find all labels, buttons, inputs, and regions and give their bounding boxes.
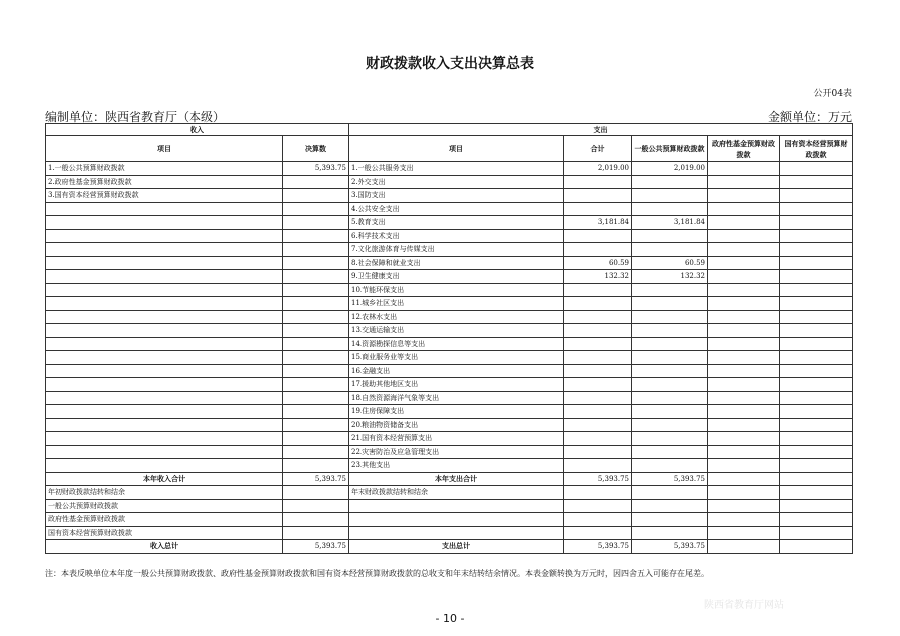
footnote: 注：本表反映单位本年度一般公共预算财政拨款、政府性基金预算财政拨款和国有资本经营预算财政拨款的总收支和年末结转结余情况。本表金额转换为万元时，因四舍五入可能存在尾差。 (45, 569, 709, 578)
table-row (46, 459, 853, 473)
general-budget-amount (632, 405, 708, 419)
income-amount (283, 337, 349, 351)
table-row (46, 486, 853, 500)
gov-fund-amount (708, 337, 780, 351)
state-capital-amount (780, 405, 853, 419)
gov-fund-amount (708, 256, 780, 270)
income-amount (283, 229, 349, 243)
table-row (46, 378, 853, 392)
expense-item: 13.交通运输支出 (349, 324, 564, 338)
table-row (46, 202, 853, 216)
income-item: 2.政府性基金预算财政拨款 (46, 175, 283, 189)
income-item (46, 229, 283, 243)
income-item: 一般公共预算财政拨款 (46, 499, 283, 513)
gov-fund-amount (708, 175, 780, 189)
gov-fund-amount (708, 162, 780, 176)
expense-item: 4.公共安全支出 (349, 202, 564, 216)
expense-total (564, 175, 632, 189)
state-capital-amount (780, 243, 853, 257)
state-capital-amount (780, 432, 853, 446)
general-budget-amount: 5,393.75 (632, 472, 708, 486)
expense-total (564, 405, 632, 419)
income-item: 国有资本经营预算财政拨款 (46, 526, 283, 540)
expense-total (564, 351, 632, 365)
expense-total (564, 202, 632, 216)
gov-fund-amount (708, 445, 780, 459)
page-number: - 10 - (435, 612, 465, 625)
gov-fund-amount (708, 364, 780, 378)
income-item (46, 243, 283, 257)
general-budget-header: 一般公共预算财政拨款 (632, 136, 708, 162)
income-amount: 5,393.75 (283, 162, 349, 176)
general-budget-amount: 2,019.00 (632, 162, 708, 176)
expense-item: 19.住房保障支出 (349, 405, 564, 419)
expense-total (564, 513, 632, 527)
gov-fund-amount (708, 513, 780, 527)
expense-item (349, 499, 564, 513)
income-item (46, 432, 283, 446)
general-budget-amount (632, 391, 708, 405)
expense-total: 60.59 (564, 256, 632, 270)
expense-item: 16.金融支出 (349, 364, 564, 378)
income-item (46, 297, 283, 311)
general-budget-amount (632, 283, 708, 297)
expense-item: 23.其他支出 (349, 459, 564, 473)
income-item (46, 310, 283, 324)
expense-total (564, 324, 632, 338)
general-budget-amount (632, 310, 708, 324)
expense-total (564, 243, 632, 257)
state-capital-amount (780, 283, 853, 297)
general-budget-amount: 5,393.75 (632, 540, 708, 554)
expense-item: 17.援助其他地区支出 (349, 378, 564, 392)
expense-total (564, 445, 632, 459)
expense-item (349, 526, 564, 540)
general-budget-amount (632, 418, 708, 432)
expense-item: 15.商业服务业等支出 (349, 351, 564, 365)
general-budget-amount (632, 229, 708, 243)
income-item (46, 445, 283, 459)
form-number: 公开04表 (813, 89, 852, 99)
gov-fund-amount (708, 202, 780, 216)
income-item: 收入总计 (46, 540, 283, 554)
income-amount (283, 351, 349, 365)
income-amount (283, 216, 349, 230)
income-item (46, 391, 283, 405)
table-row (46, 405, 853, 419)
table-row (46, 162, 853, 176)
expense-total (564, 391, 632, 405)
expense-item-header: 项目 (349, 136, 564, 162)
expense-total: 2,019.00 (564, 162, 632, 176)
income-amount (283, 432, 349, 446)
expense-item: 7.文化旅游体育与传媒支出 (349, 243, 564, 257)
gov-fund-amount (708, 270, 780, 284)
expense-total (564, 459, 632, 473)
gov-fund-amount (708, 283, 780, 297)
table-row (46, 310, 853, 324)
general-budget-amount (632, 513, 708, 527)
state-capital-amount (780, 324, 853, 338)
income-amount (283, 324, 349, 338)
expense-item: 2.外交支出 (349, 175, 564, 189)
state-capital-amount (780, 256, 853, 270)
table-row (46, 270, 853, 284)
general-budget-amount (632, 486, 708, 500)
state-capital-amount (780, 513, 853, 527)
income-amount (283, 513, 349, 527)
income-item (46, 351, 283, 365)
income-amount (283, 243, 349, 257)
table-row (46, 499, 853, 513)
expense-item: 22.灾害防治及应急管理支出 (349, 445, 564, 459)
expense-total: 132.32 (564, 270, 632, 284)
income-header: 收入 (46, 124, 349, 136)
state-capital-amount (780, 337, 853, 351)
gov-fund-header: 政府性基金预算财政拨款 (708, 136, 780, 162)
income-amount (283, 297, 349, 311)
table-row (46, 432, 853, 446)
table-row (46, 418, 853, 432)
general-budget-amount: 132.32 (632, 270, 708, 284)
general-budget-amount (632, 459, 708, 473)
state-capital-amount (780, 189, 853, 203)
income-item (46, 418, 283, 432)
gov-fund-amount (708, 324, 780, 338)
income-amount (283, 499, 349, 513)
state-capital-amount (780, 486, 853, 500)
state-capital-amount (780, 540, 853, 554)
gov-fund-amount (708, 499, 780, 513)
general-budget-amount (632, 364, 708, 378)
table-row (46, 391, 853, 405)
expense-item: 5.教育支出 (349, 216, 564, 230)
expense-header: 支出 (349, 124, 853, 136)
income-amount (283, 283, 349, 297)
general-budget-amount (632, 243, 708, 257)
state-capital-amount (780, 445, 853, 459)
income-item: 本年收入合计 (46, 472, 283, 486)
expense-item: 8.社会保障和就业支出 (349, 256, 564, 270)
state-capital-amount (780, 162, 853, 176)
state-capital-amount (780, 526, 853, 540)
gov-fund-amount (708, 310, 780, 324)
table-row (46, 189, 853, 203)
gov-fund-amount (708, 216, 780, 230)
expense-total (564, 283, 632, 297)
expense-item: 21.国有资本经营预算支出 (349, 432, 564, 446)
income-item: 1.一般公共预算财政拨款 (46, 162, 283, 176)
table-row (46, 445, 853, 459)
table-row (46, 526, 853, 540)
expense-item: 12.农林水支出 (349, 310, 564, 324)
general-budget-amount (632, 337, 708, 351)
general-budget-amount (632, 351, 708, 365)
state-capital-amount (780, 364, 853, 378)
income-amount (283, 405, 349, 419)
income-item: 年初财政拨款结转和结余 (46, 486, 283, 500)
income-amount: 5,393.75 (283, 472, 349, 486)
expense-item (349, 513, 564, 527)
expense-item: 9.卫生健康支出 (349, 270, 564, 284)
expense-total (564, 297, 632, 311)
income-amount (283, 175, 349, 189)
budget-table (45, 123, 853, 554)
income-item (46, 378, 283, 392)
table-row (46, 337, 853, 351)
total-header: 合计 (564, 136, 632, 162)
general-budget-amount (632, 378, 708, 392)
state-capital-amount (780, 499, 853, 513)
expense-item: 1.一般公共服务支出 (349, 162, 564, 176)
general-budget-amount (632, 189, 708, 203)
expense-item: 11.城乡社区支出 (349, 297, 564, 311)
income-item (46, 405, 283, 419)
income-amount (283, 526, 349, 540)
income-amount (283, 391, 349, 405)
expense-total (564, 229, 632, 243)
table-row (46, 513, 853, 527)
income-item (46, 270, 283, 284)
expense-total: 3,181.84 (564, 216, 632, 230)
gov-fund-amount (708, 472, 780, 486)
gov-fund-amount (708, 540, 780, 554)
income-item (46, 256, 283, 270)
table-row (46, 229, 853, 243)
income-item (46, 337, 283, 351)
state-capital-amount (780, 297, 853, 311)
expense-item: 年末财政拨款结转和结余 (349, 486, 564, 500)
expense-item: 本年支出合计 (349, 472, 564, 486)
gov-fund-amount (708, 418, 780, 432)
general-budget-amount (632, 526, 708, 540)
general-budget-amount (632, 324, 708, 338)
general-budget-amount (632, 297, 708, 311)
expense-item: 10.节能环保支出 (349, 283, 564, 297)
table-row (46, 472, 853, 486)
income-amount (283, 486, 349, 500)
amount-unit: 金额单位：万元 (767, 110, 852, 124)
income-item (46, 324, 283, 338)
income-amount (283, 189, 349, 203)
income-amount (283, 445, 349, 459)
income-item (46, 364, 283, 378)
table-row (46, 324, 853, 338)
income-amount (283, 202, 349, 216)
expense-total (564, 378, 632, 392)
table-row (46, 364, 853, 378)
gov-fund-amount (708, 378, 780, 392)
table-row (46, 216, 853, 230)
income-amount (283, 459, 349, 473)
expense-total: 5,393.75 (564, 540, 632, 554)
expense-total (564, 337, 632, 351)
state-capital-amount (780, 310, 853, 324)
gov-fund-amount (708, 243, 780, 257)
gov-fund-amount (708, 189, 780, 203)
table-row (46, 243, 853, 257)
expense-total (564, 364, 632, 378)
income-item (46, 283, 283, 297)
state-capital-amount (780, 270, 853, 284)
table-row (46, 175, 853, 189)
state-capital-amount (780, 351, 853, 365)
income-amount (283, 270, 349, 284)
header-row-1 (46, 124, 853, 136)
expense-item: 20.粮油物资储备支出 (349, 418, 564, 432)
gov-fund-amount (708, 459, 780, 473)
expense-total (564, 189, 632, 203)
expense-total (564, 499, 632, 513)
expense-item: 6.科学技术支出 (349, 229, 564, 243)
general-budget-amount (632, 432, 708, 446)
watermark-logo: 陕西省教育厅网站 (704, 600, 784, 611)
state-capital-amount (780, 229, 853, 243)
income-item-header: 项目 (46, 136, 283, 162)
header-row-2 (46, 136, 853, 162)
expense-item: 3.国防支出 (349, 189, 564, 203)
expense-item: 支出总计 (349, 540, 564, 554)
state-capital-amount (780, 378, 853, 392)
gov-fund-amount (708, 229, 780, 243)
gov-fund-amount (708, 526, 780, 540)
gov-fund-amount (708, 297, 780, 311)
table-row (46, 351, 853, 365)
general-budget-amount: 60.59 (632, 256, 708, 270)
state-capital-amount (780, 216, 853, 230)
state-capital-header: 国有资本经营预算财政拨款 (780, 136, 853, 162)
income-item (46, 459, 283, 473)
gov-fund-amount (708, 391, 780, 405)
state-capital-amount (780, 202, 853, 216)
income-amount (283, 364, 349, 378)
state-capital-amount (780, 472, 853, 486)
table-row (46, 297, 853, 311)
table-row (46, 256, 853, 270)
final-amount-header: 决算数 (283, 136, 349, 162)
expense-item: 14.资源勘探信息等支出 (349, 337, 564, 351)
income-item (46, 202, 283, 216)
gov-fund-amount (708, 405, 780, 419)
table-row (46, 540, 853, 554)
general-budget-amount (632, 499, 708, 513)
expense-total (564, 418, 632, 432)
state-capital-amount (780, 418, 853, 432)
expense-total (564, 432, 632, 446)
gov-fund-amount (708, 351, 780, 365)
page-title: 财政拨款收入支出决算总表 (366, 56, 534, 72)
income-amount: 5,393.75 (283, 540, 349, 554)
income-amount (283, 378, 349, 392)
expense-total (564, 526, 632, 540)
table-row (46, 283, 853, 297)
income-amount (283, 310, 349, 324)
reporting-unit: 编制单位：陕西省教育厅（本级） (45, 110, 226, 124)
income-item (46, 216, 283, 230)
expense-total (564, 310, 632, 324)
state-capital-amount (780, 175, 853, 189)
income-amount (283, 418, 349, 432)
general-budget-amount (632, 175, 708, 189)
general-budget-amount: 3,181.84 (632, 216, 708, 230)
general-budget-amount (632, 445, 708, 459)
general-budget-amount (632, 202, 708, 216)
expense-item: 18.自然资源海洋气象等支出 (349, 391, 564, 405)
expense-total (564, 486, 632, 500)
gov-fund-amount (708, 432, 780, 446)
state-capital-amount (780, 459, 853, 473)
income-item: 政府性基金预算财政拨款 (46, 513, 283, 527)
gov-fund-amount (708, 486, 780, 500)
state-capital-amount (780, 391, 853, 405)
income-amount (283, 256, 349, 270)
income-item: 3.国有资本经营预算财政拨款 (46, 189, 283, 203)
expense-total: 5,393.75 (564, 472, 632, 486)
